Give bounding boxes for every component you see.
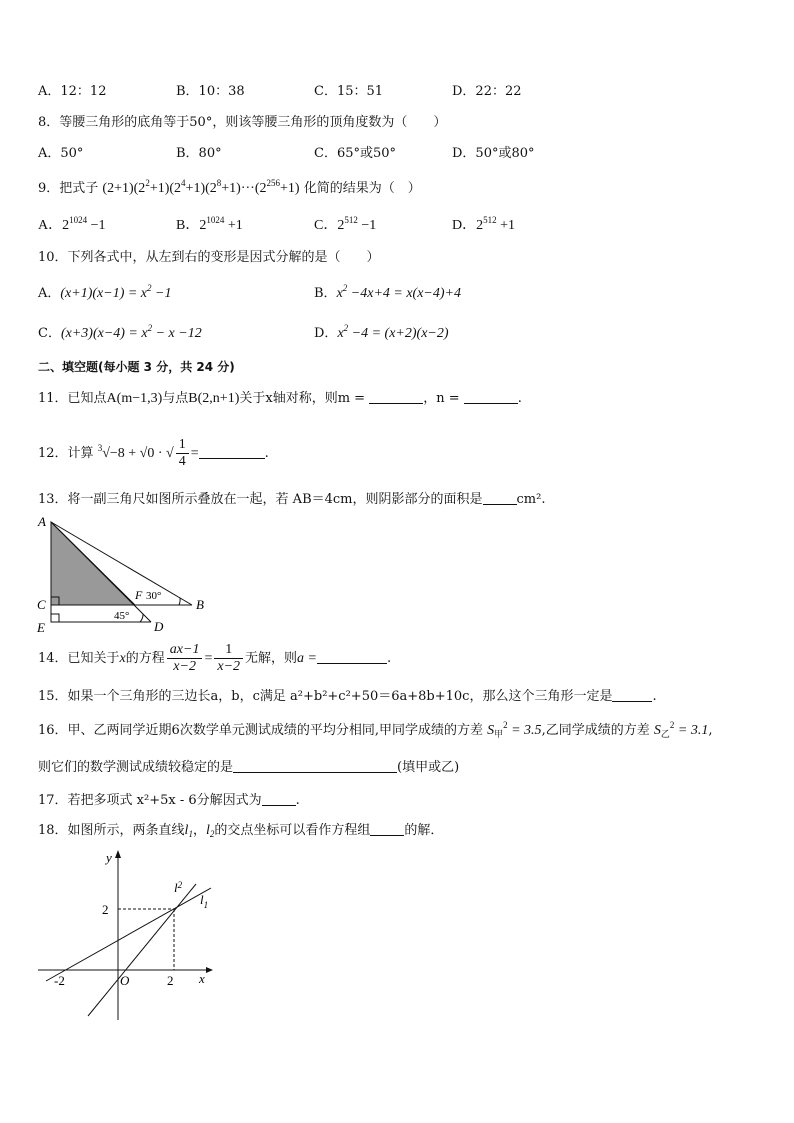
q11-point-a: A(m−1,3) (106, 391, 163, 406)
label-l2: $l^2$ (174, 880, 183, 895)
q12-expression: $^3$√−8 + √0 · √ (97, 443, 174, 461)
q9-expression: $(2+1)(2^2+1)(2^4+1)(2^8+1)\cdot\cdot\cdot(2^{256}+1)$ (102, 178, 300, 196)
q12-pre: 12．计算 (38, 446, 94, 461)
q16-var-yi: $S_乙^2 = 3.1$ (653, 720, 709, 739)
q17-blank[interactable] (262, 791, 296, 806)
q8-stem: 8．等腰三角形的底角等于50°，则该等腰三角形的顶角度数为（ ） (38, 115, 447, 130)
q8-option-a: A．50° (38, 146, 84, 161)
q13 (38, 490, 545, 509)
q18-blank[interactable] (370, 821, 404, 836)
y-axis-arrow (115, 850, 121, 858)
q8-option-d: D．50°或80° (452, 146, 535, 161)
tick-y2: 2 (102, 902, 109, 917)
origin-label: O (120, 973, 130, 988)
q16-line2-text: 则它们的数学测试成绩较稳定的是 (38, 760, 234, 775)
q17 (38, 791, 300, 810)
q9-option-a: A．$2^{1024} -1$ (38, 215, 106, 233)
q16-var-jia: $S_甲^2 = 3.5$ (487, 720, 542, 739)
x-axis-arrow (206, 967, 213, 973)
y-label: y (106, 850, 112, 865)
q11-pre: 11．已知点 (38, 391, 107, 406)
q18-coordinate-figure (36, 848, 216, 1024)
q13-text: 13．将一副三角尺如图所示叠放在一起，若 AB＝4cm，则阴影部分的面积是 (38, 492, 483, 507)
q7-option-c: C．15：51 (314, 84, 384, 99)
q14-blank[interactable] (317, 649, 387, 664)
q11-blank-m[interactable] (369, 389, 423, 404)
q15 (38, 687, 657, 706)
label-c: C (37, 597, 46, 612)
q18-pre: 18．如图所示，两条直线 (38, 823, 185, 838)
label-d: D (154, 619, 164, 634)
q14-mid2: 无解，则 (245, 651, 298, 666)
q14-fraction-right: $\frac{1}{x-2}$ (214, 642, 243, 675)
q10-option-d: D．$x^2 -4 = (x+2)(x-2)$ (314, 323, 449, 341)
q16-line1-text: 16．甲、乙两同学近期6次数学单元测试成绩的平均分相同,甲同学成绩的方差 (38, 723, 483, 738)
label-l1: $l_1$ (200, 892, 209, 910)
tick-neg2: -2 (54, 973, 65, 988)
q10-stem: 10．下列各式中，从左到右的变形是因式分解的是（ ） (38, 250, 380, 265)
q13-unit: cm². (516, 492, 546, 507)
q16-mid: 乙同学成绩的方差 (545, 723, 650, 738)
q9-option-c: C．$2^{512} -1$ (314, 215, 377, 233)
label-e: E (37, 620, 45, 635)
right-angle-mark-e (51, 614, 59, 622)
q18-end: 的解． (404, 823, 444, 838)
tick-x2: 2 (167, 973, 174, 988)
q13-triangle-figure (34, 512, 204, 637)
q7-option-a: A．12：12 (38, 84, 107, 99)
q16-blank[interactable] (233, 758, 397, 773)
q11-mid1: 与点 (162, 391, 189, 406)
x-label: x (199, 971, 205, 986)
q8-option-c: C．65°或50° (314, 146, 397, 161)
angle-30: 30° (146, 590, 162, 602)
q8-option-b: B．80° (176, 146, 222, 161)
q11-mid2: 关于x轴对称，则m = (239, 391, 366, 406)
q16-line2 (38, 758, 459, 777)
angle-arc-b (179, 598, 180, 605)
q14-fraction-left: $\frac{ax-1}{x-2}$ (167, 642, 203, 675)
q15-text: 15．如果一个三角形的三边长a，b，c满足 a²+b²+c²+50＝6a+8b+10c，那么这个三角形一定是 (38, 689, 613, 704)
q9-tail: 化简的结果为（ ） (303, 181, 421, 196)
q11-mid3: ，n = (423, 391, 460, 406)
q7-option-b: B．10：38 (176, 84, 245, 99)
q10-option-b: B．$x^2 -4x+4 = x(x-4)+4$ (314, 283, 461, 301)
q18-mid: 的交点坐标可以看作方程组 (214, 823, 371, 838)
q7-option-d: D．22：22 (452, 84, 522, 99)
q15-end: . (652, 689, 657, 704)
q18: 18．如图所示，两条直线$l_1$，$l_2$的交点坐标可以看作方程组 的解． (38, 823, 444, 839)
q13-blank[interactable] (483, 490, 517, 505)
q11-blank-n[interactable] (464, 389, 518, 404)
q12: 12．计算 $^3$√−8 + √0 · √ $\frac{1}{4}$ = . (38, 437, 269, 469)
angle-arc-d (140, 614, 143, 622)
q14: 14．已知关于x的方程 $\frac{ax-1}{x-2}$ = $\frac{1}{x-2}$ 无解，则a = . (38, 642, 392, 674)
q9-option-d: D．$2^{512} +1$ (452, 215, 516, 233)
q11 (38, 389, 522, 408)
q15-blank[interactable] (612, 687, 652, 702)
q16-line1: 16．甲、乙两同学近期6次数学单元测试成绩的平均分相同,甲同学成绩的方差 $S_甲^2 = 3.5$,乙同学成绩的方差 $S_乙^2 = 3.1$, (38, 720, 713, 739)
q9-stem (38, 180, 421, 198)
q12-blank[interactable] (199, 444, 265, 459)
q11-point-b: B(2,n+1) (188, 391, 240, 406)
q12-fraction: $\frac{1}{4}$ (176, 437, 189, 470)
label-a: A (38, 514, 46, 529)
angle-45: 45° (114, 610, 130, 622)
q14-end: . (387, 651, 392, 666)
q9-option-b: B．$2^{1024} +1$ (176, 215, 243, 233)
q17-end: . (295, 793, 300, 808)
label-f: F (135, 588, 143, 602)
q11-end: . (517, 391, 522, 406)
section-fill-in-title: 二、填空题(每小题 3 分，共 24 分) (38, 360, 235, 374)
q16-end: (填甲或乙) (397, 760, 460, 775)
q9-number: 9．把式子 (38, 181, 99, 196)
q17-text: 17．若把多项式 x²+5x - 6分解因式为 (38, 793, 262, 808)
q14-mid: 的方程 (125, 651, 165, 666)
q14-pre: 14．已知关于 (38, 651, 120, 666)
label-b: B (196, 597, 204, 612)
q10-option-c: C．$(x+3)(x-4) = x^2 - x -12$ (38, 323, 202, 341)
q10-option-a: A．$(x+1)(x-1) = x^2 -1$ (38, 283, 172, 301)
